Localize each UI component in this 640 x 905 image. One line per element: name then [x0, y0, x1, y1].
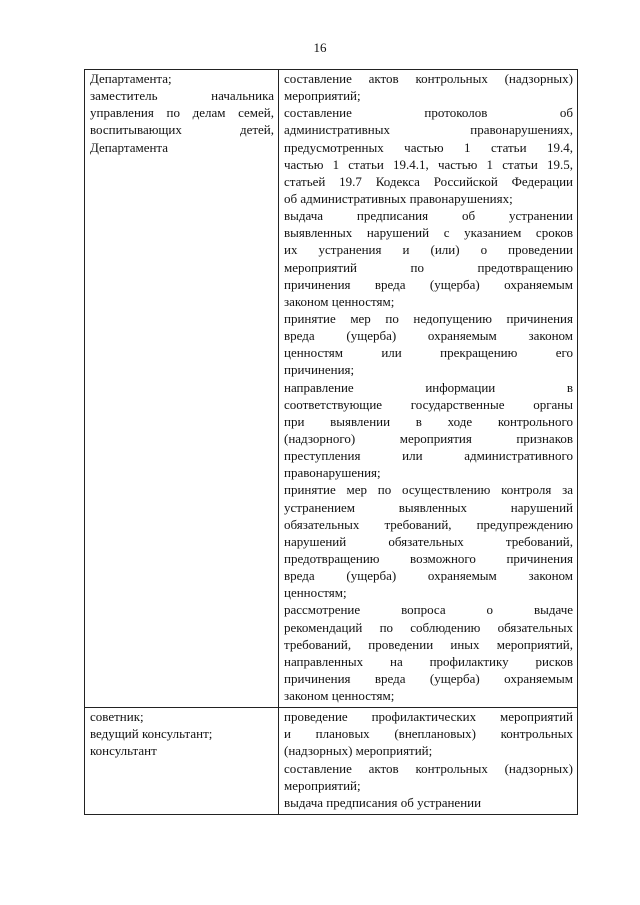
text-line: законом ценностям;	[284, 293, 395, 309]
position-cell	[85, 70, 279, 708]
text-line: мероприятий по предотвращению	[284, 259, 573, 275]
text-line: консультант	[90, 743, 157, 759]
text-line: (надзорного) мероприятия признаков	[284, 430, 573, 446]
text-line: предотвращению возможного причинения	[284, 550, 573, 566]
duties-cell	[279, 708, 578, 815]
text-line: принятие мер по недопущению причинения	[284, 310, 573, 326]
text-line: при выявлении в ходе контрольного	[284, 413, 573, 429]
text-line: законом ценностям;	[284, 688, 395, 704]
text-line: составление актов контрольных (надзорных)	[284, 760, 573, 776]
duties-table	[84, 69, 578, 815]
text-line: воспитывающих детей,	[90, 122, 274, 138]
duties-cell	[279, 70, 578, 708]
text-line: статьей 19.7 Кодекса Российской Федерации	[284, 173, 573, 189]
text-line: вреда (ущерба) охраняемым законом	[284, 328, 573, 344]
text-line: их устранения и (или) о проведении	[284, 242, 573, 258]
text-line: устранением выявленных нарушений	[284, 499, 573, 515]
text-line: выдача предписания об устранении	[284, 794, 482, 810]
text-line: требований, проведении иных мероприятий,	[284, 636, 573, 652]
text-line: ценностям или прекращению его	[284, 345, 573, 361]
text-line: преступления или административного	[284, 448, 573, 464]
text-line: ведущий консультант;	[90, 726, 213, 742]
text-line: причинения вреда (ущерба) охраняемым	[284, 670, 573, 686]
text-line: соответствующие государственные органы	[284, 396, 573, 412]
text-line: частью 1 статьи 19.4.1, частью 1 статьи 19.5,	[284, 156, 573, 172]
text-line: Департамента	[90, 139, 169, 155]
text-line: и плановых (внеплановых) контрольных	[284, 726, 573, 742]
text-line: административных правонарушениях,	[284, 122, 573, 138]
text-line: советник;	[90, 709, 144, 725]
text-line: об административных правонарушениях;	[284, 190, 513, 206]
text-line: вреда (ущерба) охраняемым законом	[284, 568, 573, 584]
table-row	[85, 70, 578, 708]
text-line: рассмотрение вопроса о выдаче	[284, 602, 573, 618]
text-line: обязательных требований, предупреждению	[284, 516, 573, 532]
position-cell	[85, 708, 279, 815]
table-row	[85, 708, 578, 815]
text-line: правонарушения;	[284, 465, 381, 481]
text-line: составление актов контрольных (надзорных)	[284, 71, 573, 86]
page-number: 16	[313, 40, 327, 55]
text-line: причинения вреда (ущерба) охраняемым	[284, 276, 573, 292]
text-line: Департамента;	[90, 71, 172, 86]
text-line: рекомендаций по соблюдению обязательных	[284, 619, 573, 635]
text-line: направленных на профилактику рисков	[284, 653, 573, 669]
text-line: мероприятий;	[284, 777, 361, 793]
text-line: заместитель начальника	[90, 88, 274, 104]
text-line: (надзорных) мероприятий;	[284, 743, 433, 759]
text-line: ценностям;	[284, 585, 347, 601]
text-line: проведение профилактических мероприятий	[284, 709, 573, 725]
text-line: нарушений обязательных требований,	[284, 533, 573, 549]
text-line: предусмотренных частью 1 статьи 19.4,	[284, 139, 573, 155]
text-line: выдача предписания об устранении	[284, 208, 573, 224]
text-line: составление протоколов об	[284, 105, 573, 121]
text-line: мероприятий;	[284, 88, 361, 104]
text-line: управления по делам семей,	[90, 105, 274, 121]
text-line: выявленных нарушений с указанием сроков	[284, 225, 573, 241]
text-line: направление информации в	[284, 379, 573, 395]
text-line: принятие мер по осуществлению контроля за	[284, 482, 573, 498]
text-line: причинения;	[284, 362, 355, 378]
